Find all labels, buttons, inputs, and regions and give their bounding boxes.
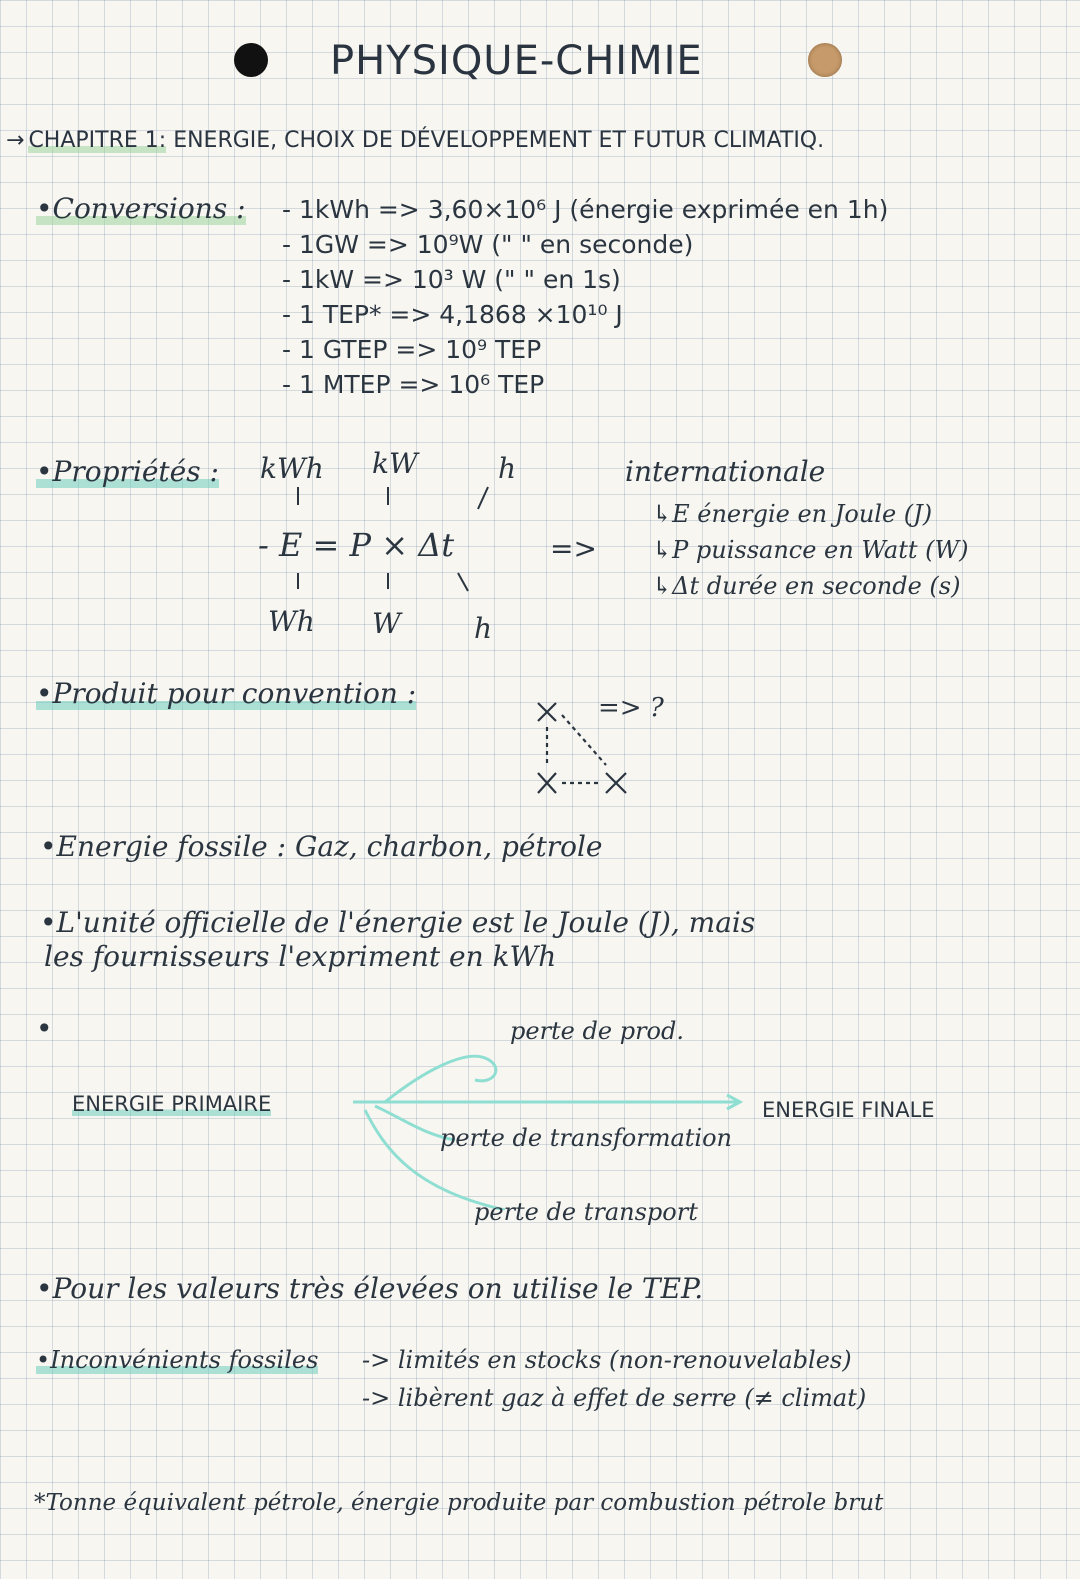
chapter-heading [6,128,824,153]
perte-transformation-label: perte de transformation [440,1124,733,1152]
binder-hole-left [234,43,268,77]
conversions-label: •Conversions : [36,192,246,225]
international-title: internationale [625,455,826,488]
intl-line-puissance: ↳P puissance en Watt (W) [652,536,969,564]
chapter-label: CHAPITRE 1: [28,128,167,153]
page-title: PHYSIQUE-CHIMIE [330,38,703,84]
arrow-right-icon: → [6,128,25,153]
conversion-line: - 1 TEP* => 4,1868 ×10¹⁰ J [282,300,623,329]
perte-transport-label: perte de transport [474,1198,698,1226]
unite-officielle-line-1: •L'unité officielle de l'énergie est le Joule (J), mais [40,906,756,939]
perte-prod-label: perte de prod. [510,1017,684,1045]
intl-line-energie: ↳E énergie en Joule (J) [652,500,933,528]
energie-primaire-label: ENERGIE PRIMAIRE [72,1092,272,1116]
chapter-title: ENERGIE, CHOIX DE DÉVELOPPEMENT ET FUTUR CLIMATIQ. [173,128,825,153]
inconvenients-item-2: -> libèrent gaz à effet de serre (≠ climat) [362,1384,867,1412]
unit-wh: Wh [268,605,315,638]
unite-officielle-line-2: les fournisseurs l'expriment en kWh [44,940,557,973]
energie-finale-label: ENERGIE FINALE [762,1098,935,1122]
implies-arrow: => [550,532,597,565]
binder-hole-right [808,43,842,77]
empty-bullet: • [36,1012,53,1045]
inconvenients-label: •Inconvénients fossiles [36,1346,319,1374]
footnote-tep: *Tonne équivalent pétrole, énergie produite par combustion pétrole brut [34,1490,884,1516]
unit-w: W [372,607,401,640]
inconvenients-item-1: -> limités en stocks (non-renouvelables) [362,1346,852,1374]
proprietes-label: •Propriétés : [36,455,219,488]
formula-e-p-dt: - E = P × Δt [258,526,455,564]
intl-line-duree: ↳Δt durée en seconde (s) [652,572,961,600]
conversions-list [282,192,888,402]
conversion-line: - 1 GTEP => 10⁹ TEP [282,335,542,364]
international-list [652,496,969,604]
conversion-line: - 1GW => 10⁹W (" " en seconde) [282,230,694,259]
energie-fossile-line: •Energie fossile : Gaz, charbon, pétrole [40,830,603,863]
unit-kw: kW [372,447,418,480]
conversion-line: - 1 MTEP => 10⁶ TEP [282,370,545,399]
conversion-line: - 1kW => 10³ W (" " en 1s) [282,265,621,294]
unit-h-bottom: h [474,612,493,645]
produit-label: •Produit pour convention : [36,677,417,710]
tep-note: •Pour les valeurs très élevées on utilise le TEP. [36,1272,704,1305]
conversion-line: - 1kWh => 3,60×10⁶ J (énergie exprimée en 1h) [282,195,889,224]
unit-h: h [498,452,517,485]
unit-kwh: kWh [260,452,324,485]
cross-product-question: => ? [598,693,664,723]
